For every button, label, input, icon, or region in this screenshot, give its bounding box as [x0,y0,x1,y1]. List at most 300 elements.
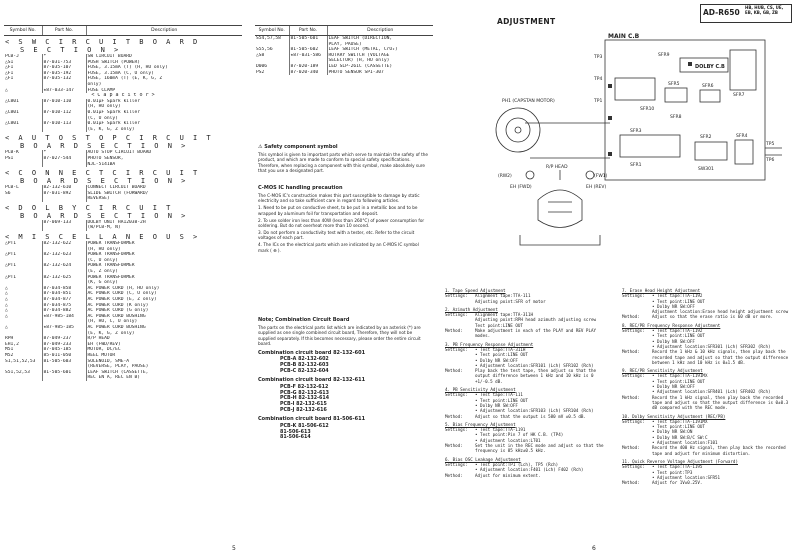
adjustment-line-label: Settings: [445,427,468,433]
diagram-label: TP1 [594,99,603,104]
description-cell: CONNECT CIRCUIT BOARD [86,185,242,191]
header-symbol: Symbol No. [4,26,42,36]
part-number-cell: 87-034-877 [42,297,86,303]
part-number-cell: 82-132-625 [42,275,86,281]
symbol-cell: M52 [5,352,14,358]
description-cell: REEL MOTOR [86,353,242,359]
adjustment-line-text: • Test tape:TTA-1192 [652,328,703,334]
symbol-cell: M51 [5,347,14,353]
adjustment-line-text: • Test tape:TTA-1191MX [652,373,708,379]
description-cell: (H, HU only) [86,104,242,110]
diagram-label: TP5 [766,142,775,147]
model-variants: HB, HUB, CS, UE, EB, KB, GB, ZB [745,5,784,15]
adjustment-line-text: Adjust so that the output is 580 mV ±0.5 dB. [475,413,586,419]
adjustment-line-text: • Dolby NR SW:OFF [652,303,695,309]
header-symbol: Symbol No. [255,26,289,36]
model-number: AD-R650 [703,8,740,17]
part-number-cell: 87-031-892 [42,191,86,197]
symbol-cell: △ [5,297,8,302]
description-cell: (E, K, G, Z only) [86,127,242,133]
part-number-cell: 81-505-601 [42,370,86,376]
description-cell: DOLBY UNIT HA12038-2H [86,220,242,226]
adjustment-line-text: • Test point:LINE OUT [652,333,705,339]
cmos-item: 2. To use solder iron less than 40W (less than 260°C) of power consumption for soldering. But do not overheat more than 10 second. [258,217,425,228]
symbol-cell: △ [5,285,8,291]
adjustment-line-text: • Adjustment location:F101 [652,440,718,446]
description-cell: SELECTOR) (H, HU only) [327,58,433,64]
description-cell: AC POWER CORD BUSHING [86,325,242,331]
part-number-cell: 82-132-624 [42,263,86,269]
combination-group-list [280,357,428,374]
combination-line: PCB-I 82-132-615 [280,401,327,407]
page-number-right: 6 [592,545,596,552]
part-number-cell: 87-034-882 [42,308,86,314]
table-header-row [4,26,242,36]
combination-title: Note; Combination Circuit Board [258,317,350,323]
part-number-cell: 87-049-233 [42,342,86,348]
symbol-cell: △F1 [5,76,14,82]
adjustment-location-diagram [490,30,790,265]
part-number-cell: 81-505-601 [289,36,327,42]
part-number-cell: * [42,54,86,60]
symbol-cell: PS1 [5,155,14,161]
adjustment-line-text: Adjusting point:RPH head azimuth adjusting screw [475,317,597,323]
adjustment-line-label: Method: [445,472,463,478]
diagram-label: TP4 [594,77,603,82]
part-number-cell: 87-045-185 [42,347,86,353]
adjustment-line-label: Settings: [622,328,645,334]
adjustment-line-text: Alignment tape:TTA-111 [475,293,531,299]
adjustment-step-title: 4. PB Sensitivity Adjustment [445,387,516,393]
adjustment-line-label: Settings: [622,373,645,379]
adjustment-line-text: Record the 400 Hz signal, then play back the recorded tape and adjust for minimum distortion. [652,445,786,456]
description-cell: (C, U only) [86,116,242,122]
combination-group-title: Combination circuit board 82-132-601 [258,349,366,356]
description-cell: AC POWER CORD (E, Z only) [86,297,242,303]
combination-body: The parts on the electrical parts list which are indicated by an asterisk (*) are supplied as one single combined circuit board, Therefore, they will not be supplied separately. If this becomes necessary, please order the entire circuit board. [258,324,421,347]
adjustment-line-text: • Test point:LINE OUT [652,298,705,304]
subsection-heading: < C a p a c i t o r > [91,93,155,99]
description-cell: 0.01μF Spark killer [86,121,242,127]
adjustment-line-label: Settings: [445,392,468,398]
diagram-label: SFR2 [700,135,712,140]
combination-group-title: Combination circuit board 81-506-611 [258,416,366,423]
symbol-cell: S6 [5,190,11,196]
description-cell: NJL-5141BA [86,162,242,168]
section-heading-row [4,36,242,47]
symbol-cell: D006 [256,63,268,69]
section-heading-row [4,46,242,54]
description-cell: FUSE, 160mA (T) (E, K, G, Z [86,76,242,82]
symbol-cell: △PT1 [5,274,17,280]
adjustment-line-text: Adjusting point:SFR of motor [475,298,546,304]
description-cell: POWER TRANSFORMER [86,241,242,247]
description-cell: R/P HEAD [86,336,242,342]
cmos-title: C-MOS IC handling precaution [258,185,343,191]
adjustment-column-left [445,285,613,478]
adjustment-line-text: • Test point:LINE OUT [652,424,705,430]
description-cell: REC EN A, REC EN B) [86,375,242,381]
part-number-cell: 87-031-753 [42,60,86,66]
page-title: ADJUSTMENT [497,17,556,26]
section-heading-row [4,231,242,241]
adjustment-line [622,349,790,365]
eh-fwd-label: EH (FWD) [510,185,532,190]
description-cell: 0.01μF Spark killer [86,110,242,116]
description-cell: (C, U only) [86,258,242,264]
parts-list-table-left [4,25,242,381]
capstan-motor-label: PH1 (CAPSTAN MOTOR) [502,99,555,104]
part-number-cell: ★87-985-184 [42,314,86,320]
adjustment-line [445,368,613,384]
adjustment-line-text: Set the unit in the REC mode and adjust so that the frequency is 85 kHz±0.5 kHz. [475,443,604,454]
adjustment-line-text: • Adjustment location:F401 (Lch) F402 (Rch) [475,467,584,473]
description-cell: AC POWER CORD (K only) [86,303,242,309]
adjustment-step-title: 1. Tape Speed Adjustment [445,288,506,293]
header-part: Part No. [289,26,327,36]
part-number-cell: 87-034-858 [42,286,86,292]
symbol-cell: PCB-J [5,54,19,59]
description-cell: AC POWER CORD (C, U only) [86,291,242,297]
adjustment-step-title: 6. Bias OSC Leakage Adjustment [445,456,521,462]
part-number-cell: 87-010-113 [42,121,86,127]
adjustment-line [445,473,613,478]
adjustment-line-label: Settings: [445,461,468,467]
description-cell: SW CIRCUIT BOARD [86,54,242,60]
safety-body: This symbol is given to important parts which serve to maintain the safety of the product, and which are made to conform to special safety specifications. Therefore, when replacing a component with this symbol, make absolutely sure that you use a designated part. [258,151,428,174]
adjustment-line-text: • Test tape:TTA-1192 [652,293,703,299]
adjustment-line-label: Settings: [622,418,645,424]
diagram-label: SFR9 [658,53,670,58]
rp-head-label: R/P HEAD [546,165,568,170]
symbol-cell: RPH [5,336,14,342]
rp-head [538,190,582,228]
diagram-label: TP6 [766,158,775,163]
diagram-label: TP3 [594,55,603,60]
adjustment-line-text: Test point:LINE OUT [475,322,523,328]
main-board-outline [605,40,765,180]
cmos-item: 3. Do not perform a conductivity test with a tester, etc. Refer to the circuit voltages of each part. [258,229,415,241]
adjustment-line-text: • Adjustment location:SFR401 (Lch) SFR402 (Rch) [652,389,771,395]
adjustment-line-text: • Dolby NR SW:B/C SW:C [652,434,708,440]
adjustment-line-label [445,299,475,304]
section-heading-row [4,132,242,142]
main-board-label: MAIN C.B [608,33,640,40]
table-row [255,70,433,76]
symbol-cell: △ [5,308,8,314]
part-number-cell: 87-010-110 [42,99,86,105]
description-cell: FUSE CLAMP [86,88,242,94]
symbol-cell: PCB-L [5,185,19,191]
section-heading-row [4,177,242,185]
rw2-label: (RW2) [498,174,512,179]
description-cell: POWER TRANSFORMER [86,275,242,281]
adjustment-line-label: Method: [622,314,640,320]
adjustment-line [622,480,790,485]
combination-group-title: Combination circuit board 82-132-611 [258,377,366,384]
description-cell: AUTO STOP CIRCUIT BOARD [86,150,242,156]
part-number-cell: 87-035-132 [42,76,86,82]
symbol-cell [4,375,42,381]
description-cell: (K, G only) [86,280,242,286]
part-number-cell: 82-132-623 [42,252,86,258]
adjustment-line-label: Settings: [445,346,468,352]
parts-list-table-right [255,25,433,75]
section-heading-row [4,167,242,177]
symbol-cell: △ [5,302,8,308]
capstan-motor [496,108,540,152]
adjustment-line-text: • Dolby NR SW:OFF [652,384,695,390]
diagram-label: SFR1 [630,163,642,168]
part-number-cell: 87-035-192 [42,71,86,77]
combination-line: PCB-G 82-132-613 [280,390,329,396]
description-cell: AC POWER CORD (H, HU only) [86,286,242,292]
section-heading: < C O N N E C T C I R C U I T [5,169,200,178]
symbol-cell: △ [5,87,8,93]
part-number-cell: ★87-031-586 [289,53,327,59]
adjustment-line-text: Adjust for 1V±0.25V. [652,480,703,486]
description-cell: 0.01μF Spark killer [86,99,242,105]
description-cell: ROTARY SWITCH (VOLTAGE [327,53,433,59]
table-row [4,375,242,381]
safety-title: ⚠ Safety component symbol [258,144,338,150]
part-number-cell: 87-049-237 [42,336,86,342]
description-cell: PUSH SWITCH (POWER) [86,60,242,66]
adjustment-line-text: • Dolby NR SW:OFF [475,402,518,408]
combination-line: PCB-J 82-132-616 [280,407,327,413]
symbol-cell: PCB-K [5,150,19,156]
combination-line: PCB-B 82-132-603 [280,363,329,369]
adjustment-line-text: • Dolby NR SW:ON [652,429,693,435]
adjustment-line-text: • Test tape:TTA-1191 [475,427,526,433]
diagram-label: SFR10 [640,107,655,112]
adjustment-step-title: 7. Erase Head Height Adjustment [622,288,701,293]
adjustment-line-text: Play back the test tape, then adjust so that the output difference between 1 kHz and 10 kHz is 0 +1/-0.5 dB. [475,368,597,384]
section-heading: < S W C I R C U I T B O A R D [5,38,200,46]
combination-line: PCB-C 82-132-604 [280,368,329,374]
cmos-notice [258,186,428,254]
description-cell: MOTOR, DC/EC [86,347,242,353]
section-heading-row [4,212,242,220]
adjustment-line-text: • Test tape:TTA-1191MX [652,418,708,424]
diagram-label: SFR8 [670,115,682,120]
table-header-row [255,26,433,36]
part-number-cell: 87-027-544 [42,156,86,162]
adjustment-line-text: Adjustment location:Erase head height adjustment screw [652,309,789,315]
adjustment-line-label: Settings: [445,312,468,318]
part-number-cell: 87-020-340 [289,70,327,76]
adjustment-line-text: • Adjustment location:SFR51 [652,474,721,480]
adjustment-line [445,299,613,304]
section-heading-row [4,202,242,212]
description-cell: (E, Z only) [86,269,242,275]
symbol-cell: △C801 [5,121,19,127]
cmos-item: 1. Need to be put on conductive sheet, to be put in a metallic box and to be wrapped by aluminum foil for transportation and deposit. [258,205,418,216]
adjustment-line-text: Adjust so that the erase ratio is 60 dB or more. [652,314,774,320]
adjustment-step-title: 3. PB Frequency Response Adjustment [445,341,534,347]
adjustment-line-text: • Test point:LINE OUT [475,352,528,358]
adjustment-line-label: Method: [445,413,463,419]
part-number-cell: ★87-985-185 [42,325,86,331]
adjustment-line-text: • Dolby NR SW:OFF [652,338,695,344]
description-cell: AC POWER CORD (G only) [86,308,242,314]
part-number-cell: ★87-033-147 [42,88,86,94]
adjustment-line-text: • Test point:LINE OUT [475,397,528,403]
diagram-label: SFR5 [668,82,680,87]
adjustment-line-label: Settings: [445,293,468,299]
part-number-cell [42,375,86,381]
description-cell: LEAF SWITCH (DIRECTION, [327,36,433,42]
adjustment-line-text: • Test tape:TTA-311H [475,346,526,352]
adjustment-line-text: • Test point:TP3 [652,469,693,475]
symbol-cell: △PT1 [5,263,17,269]
combination-line: PCB-H 82-132-614 [280,396,330,402]
combination-line: 81-506-613 [280,429,311,435]
header-description: Description [86,26,242,36]
section-heading: < D O L B Y C I R C U I T [5,203,173,212]
adjustment-line-text: • Test tape:TTA-111 [475,392,523,398]
adjustment-line-text: • Test tape:TTA-1195 [652,464,703,470]
part-number-cell: 87-069-133 [42,220,86,226]
adjustment-line-text: Record the 1 kHz signal, then play back the recorded tape and adjust so that the output difference is 0±0.3 dB compared with the REC mode. [652,394,789,411]
section-heading: B O A R D S E C T I O N > [20,211,188,220]
adjustment-line-text: • Dolby NR SW:OFF [475,357,518,363]
diagram-label: SW301 [698,167,714,172]
symbol-cell: △C801 [5,98,19,104]
description-cell: (W/PCB-M, N) [86,225,242,231]
combination-line: 81-506-614 [280,435,311,441]
adjustment-line-text: Adjust for minimum extent. [475,472,541,478]
part-number-cell: 82-132-622 [42,241,86,247]
adjustment-line [622,445,790,456]
description-cell: (H, HU only) [86,247,242,253]
fw1-label: (FW1) [594,174,608,179]
adjustment-column-right [622,285,790,485]
adjustment-line-label: Method: [445,328,463,334]
safety-notice [258,145,428,175]
combination-group-list [280,385,428,413]
part-number-cell: 87-020-189 [289,64,327,70]
part-number-cell: 87-035-107 [42,65,86,71]
symbol-cell: △S8 [256,52,265,58]
symbol-cell: S55,56 [256,47,273,53]
adjustment-line-text: • Test point:TP1 (Lch), TP5 (Rch) [475,461,559,467]
adjustment-line-text: • Adjustment location:SFR301 (Lch) SFR302 (Rch) [652,343,771,349]
description-cell: only) [86,82,242,88]
diagram-label: SFR4 [736,134,748,139]
part-number-cell: 81-505-603 [42,359,86,365]
symbol-cell: △PT1 [5,252,17,258]
adjustment-line-text: • Adjustment location:LT01 [475,437,541,443]
description-cell: PHOTO SENSOR SPI-307 [327,70,433,76]
description-cell: SOLENOID, SME-A [86,359,242,365]
diagram-label: SFR6 [702,84,714,89]
section-heading-row [4,142,242,150]
adjustment-line [445,443,613,454]
adjustment-line [445,414,613,419]
combination-line: PCB-K 81-506-612 [280,424,329,429]
adjustment-line-text: Record the 1 kHz & 10 kHz signals, then play back the recorded tape and adjust so that the output difference between 1 kHz and 10 kHz is 0±1.5 dB. [652,349,789,365]
page-number-left: 5 [232,545,236,552]
adjustment-line-text: • Test point:LINE OUT [652,378,705,384]
adjustment-step-title: 8. REC/PB Frequency Response Adjustment [622,322,721,328]
section-heading: B O A R D S E C T I O N > [20,177,188,186]
description-cell: (E, K, G, Z only) [86,331,242,337]
symbol-cell: △ [5,324,8,330]
adjustment-line-text: • Adjustment location:SFR103 (Lch) SFR104 (Rch) [475,408,594,414]
part-number-cell: 81-505-602 [289,47,327,53]
section-heading: S E C T I O N > [20,46,121,54]
symbol-cell: △C801 [5,109,19,115]
adjustment-line [622,314,790,319]
combination-line: PCB-A 82-132-602 [280,357,329,363]
adjustment-line-label: Settings: [622,464,645,470]
adjustment-step-title: 11. Quick Reverse Voltage Adjustment (Forward) [622,458,738,464]
adjustment-line-label: Method: [622,394,640,400]
description-cell: SLIDE SWITCH (FORWARD/ [86,191,242,197]
description-cell: AC POWER CORD BUSHING [86,314,242,320]
symbol-cell: S51,52,53 [5,369,30,375]
description-cell: EH (FWD/REV) [86,342,242,348]
eh-rev-label: EH (REV) [586,185,607,190]
cmos-intro: The C-MOS IC's construction makes this part susceptible to damage by static electricity and so take sufficient care in regard to following articles. [258,192,420,204]
adjustment-step-title: 9. REC/PB Sensitivity Adjustment [622,368,703,374]
section-heading: < M I S C E L L A N E O U S > [5,233,200,242]
part-number-cell: 85-011-050 [42,353,86,359]
description-cell: REVERSE) [86,196,242,202]
adjustment-line [622,395,790,411]
diagram-label: SFR7 [733,93,745,98]
section-heading: B O A R D S E C T I O N > [20,142,188,151]
description-cell: (H, HU, C, U only) [86,319,242,325]
symbol-cell: EH1,2 [5,341,19,347]
part-number-cell: 87-034-875 [42,303,86,309]
adjustment-line [445,328,613,339]
part-number-cell: 87-034-851 [42,291,86,297]
adjustment-line-text: Alignment tape:TTA-311H [475,312,533,318]
description-cell: POWER TRANSFORMER [86,263,242,269]
diagram-label: SFR3 [630,129,642,134]
section-heading: < A U T O S T O P C I R C U I T [5,134,214,143]
symbol-cell: △S1 [5,59,14,65]
symbol-cell: △ [5,313,8,319]
description-cell: LEAF SWITCH (METAL, CrO₂) [327,47,433,53]
header-description: Description [327,26,433,36]
description-cell: PHOTO SENSOR, [86,156,242,162]
description-cell: FUSE, 3.15mA (C, U only) [86,71,242,77]
description-cell: POWER TRANSFORMER [86,252,242,258]
adjustment-line-text: Make adjustment in each of the PLAY and REV PLAY modes. [475,328,597,339]
adjustment-step-title: 5. Bias Frequency Adjustment [445,421,516,427]
combination-notice [258,318,428,441]
part-number-cell: * [42,150,86,156]
description-cell: FUSE, 3.15mA (T) (H, HU only) [86,65,242,71]
adjustment-line-label: Method: [622,349,640,355]
part-number-cell: 82-132-610 [42,185,86,191]
symbol-cell: S1,51,52,53 [5,358,36,364]
adjustment-line-label: Method: [622,445,640,451]
header-part: Part No. [42,26,86,36]
adjustment-line-text: • Adjustment location:SFR101 (Lch) SFR102 (Rch) [475,362,594,368]
adjustment-line-label: Settings: [622,293,645,299]
adjustment-line-label: Method: [445,443,463,449]
adjustment-step-title: 10. Dolby Sensitivity Adjustment (REC/PB) [622,413,726,419]
adjustment-step-title: 2. Azimuth Adjustment [445,306,498,312]
dolby-board-label: DOLBY C.B [695,64,725,70]
adjustment-line-label: Method: [622,480,640,486]
cmos-item: 4. The ICs on the electrical parts which are indicated by an C-MOS IC symbol mark ( ⊕ ). [258,242,419,253]
symbol-cell: △ [5,291,8,297]
